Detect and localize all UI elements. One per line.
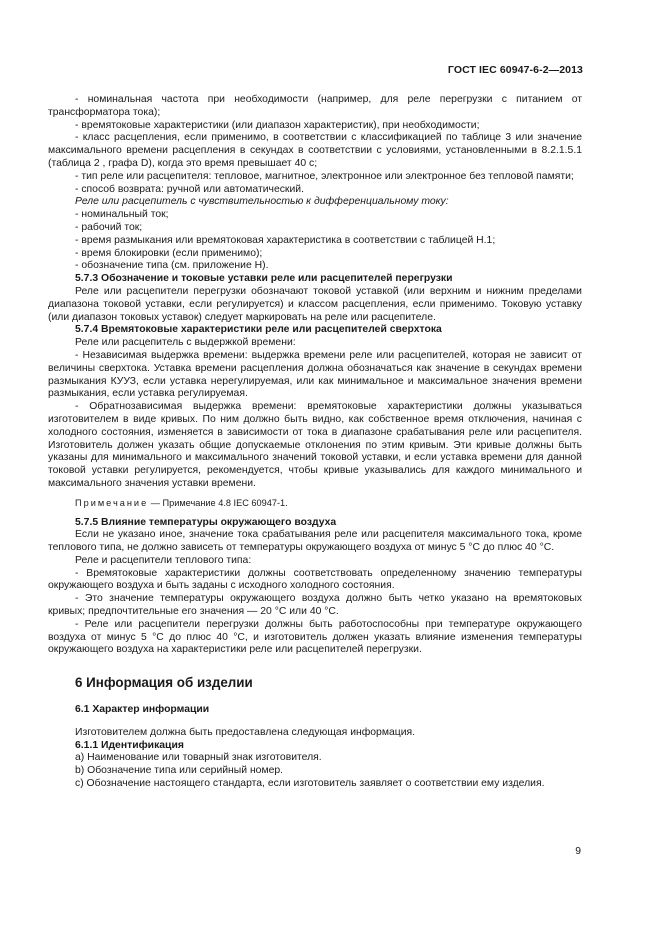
page-body (48, 94, 582, 791)
list-item: - Независимая выдержка времени: выдержка времени реле или расцепителей, которая не зависит от величины сверхтока. Уставка времени расцепления должна обозначаться как значение в секундах времени размыкания КУУЗ, если уставка нерегулируемая, или как минимальное и максимальное значения времени размыкания, если уставка регулируемая. (48, 349, 582, 400)
list-item: - номинальная частота при необходимости (например, для реле перегрузки с питанием от трансформатора тока); (48, 94, 582, 118)
paragraph: Если не указано иное, значение тока срабатывания реле или расцепителя максимального тока, кроме теплового типа, не должно зависеть от температуры окружающего воздуха от минус 5 °C до плюс 40 °C. (48, 529, 582, 554)
section-heading-6: 6 Информация об изделии (75, 675, 253, 691)
section-heading-5-7-4: 5.7.4 Времятоковые характеристики реле или расцепителей сверхтока (75, 324, 442, 336)
list-item: - Это значение температуры окружающего воздуха должно быть четко указано на времятоковых кривых; предпочтительные его значения — 20 °C или 40 °C. (48, 593, 582, 618)
note-label: Примечание (75, 497, 149, 508)
list-item: b) Обозначение типа или серийный номер. (75, 765, 284, 777)
paragraph: Реле или расцепители перегрузки обозначают токовой уставкой (или верхним и нижним пределами диапазона токовой уставки, если регулируется) и классом расцепления, если применимо. Токовую уставку (или диапазон токовых уставок) следует маркировать на реле или расцепителе. (48, 285, 582, 323)
list-item: - номинальный ток; (75, 209, 169, 221)
section-heading-6-1: 6.1 Характер информации (75, 704, 210, 716)
section-heading-5-7-5: 5.7.5 Влияние температуры окружающего воздуха (75, 516, 337, 528)
list-item: - Времятоковые характеристики должны соответствовать определенному значению температуры окружающего воздуха и быть заданы с исходного холодного состояния. (48, 567, 582, 592)
list-item: - тип реле или расцепителя: тепловое, магнитное, электронное или электронное без тепловой памяти; (75, 170, 574, 182)
list-item: - обозначение типа (см. приложение Н). (75, 260, 269, 272)
document-header: ГОСТ IEC 60947-6-2—2013 (447, 64, 583, 76)
note-text: — Примечание 4.8 IEC 60947-1. (148, 497, 288, 508)
list-item: c) Обозначение настоящего стандарта, если изготовитель заявляет о соответствии ему изделия. (75, 778, 545, 790)
list-item: - времятоковые характеристики (или диапазон характеристик), при необходимости; (75, 119, 480, 131)
list-item: a) Наименование или товарный знак изготовителя. (75, 752, 322, 764)
list-item: - класс расцепления, если применимо, в соответствии с классификацией по таблице 3 или значение максимального времени расцепления в секундах в соответствии с условиями, установленными в 8.2.1.5.1 (таблица 2 , графа D), когда это время превышает 40 с; (48, 132, 582, 169)
list-item: - Реле или расцепители перегрузки должны быть работоспособны при температуре окружающего воздуха от минус 5 °C до плюс 40 °C, и изготовитель должен указать влияние изменения температуры окружающего воздуха на характеристики реле или расцепителей перегрузки. (48, 618, 582, 656)
list-item: - рабочий ток; (75, 221, 143, 233)
paragraph: Реле и расцепители теплового типа: (75, 554, 252, 566)
section-heading-6-1-1: 6.1.1 Идентификация (75, 739, 184, 751)
list-item: - время размыкания или времятоковая характеристика в соответствии с таблицей Н.1; (75, 234, 496, 246)
page-number: 9 (575, 846, 581, 857)
paragraph: Реле или расцепитель с выдержкой времени: (75, 337, 296, 349)
list-item: - Обратнозависимая выдержка времени: времятоковые характеристики должны указываться изготовителем в виде кривых. По ним должно быть видно, как собственное время отключения, начиная с холодного состояния, изменяется в зависимости от тока в диапазоне срабатывания реле или расцепителя. Изготовитель должен указать общие допускаемые отклонения по этим кривым. Эти кривые должны быть указаны для минимального и максимального значений токовой уставки, и если уставка времени для данной токовой уставки регулируется, рекомендуется, чтобы кривые указывались для каждого минимального и максимального значения уставки времени. (48, 401, 582, 489)
paragraph: Изготовителем должна быть предоставлена следующая информация. (75, 726, 416, 738)
note (48, 497, 582, 510)
section-heading-5-7-3: 5.7.3 Обозначение и токовые уставки реле или расцепителей перегрузки (75, 273, 453, 285)
subheading-italic: Реле или расцепитель с чувствительностью к дифференциальному току: (75, 196, 449, 208)
list-item: - способ возврата: ручной или автоматический. (75, 183, 304, 195)
list-item: - время блокировки (если применимо); (75, 247, 263, 259)
